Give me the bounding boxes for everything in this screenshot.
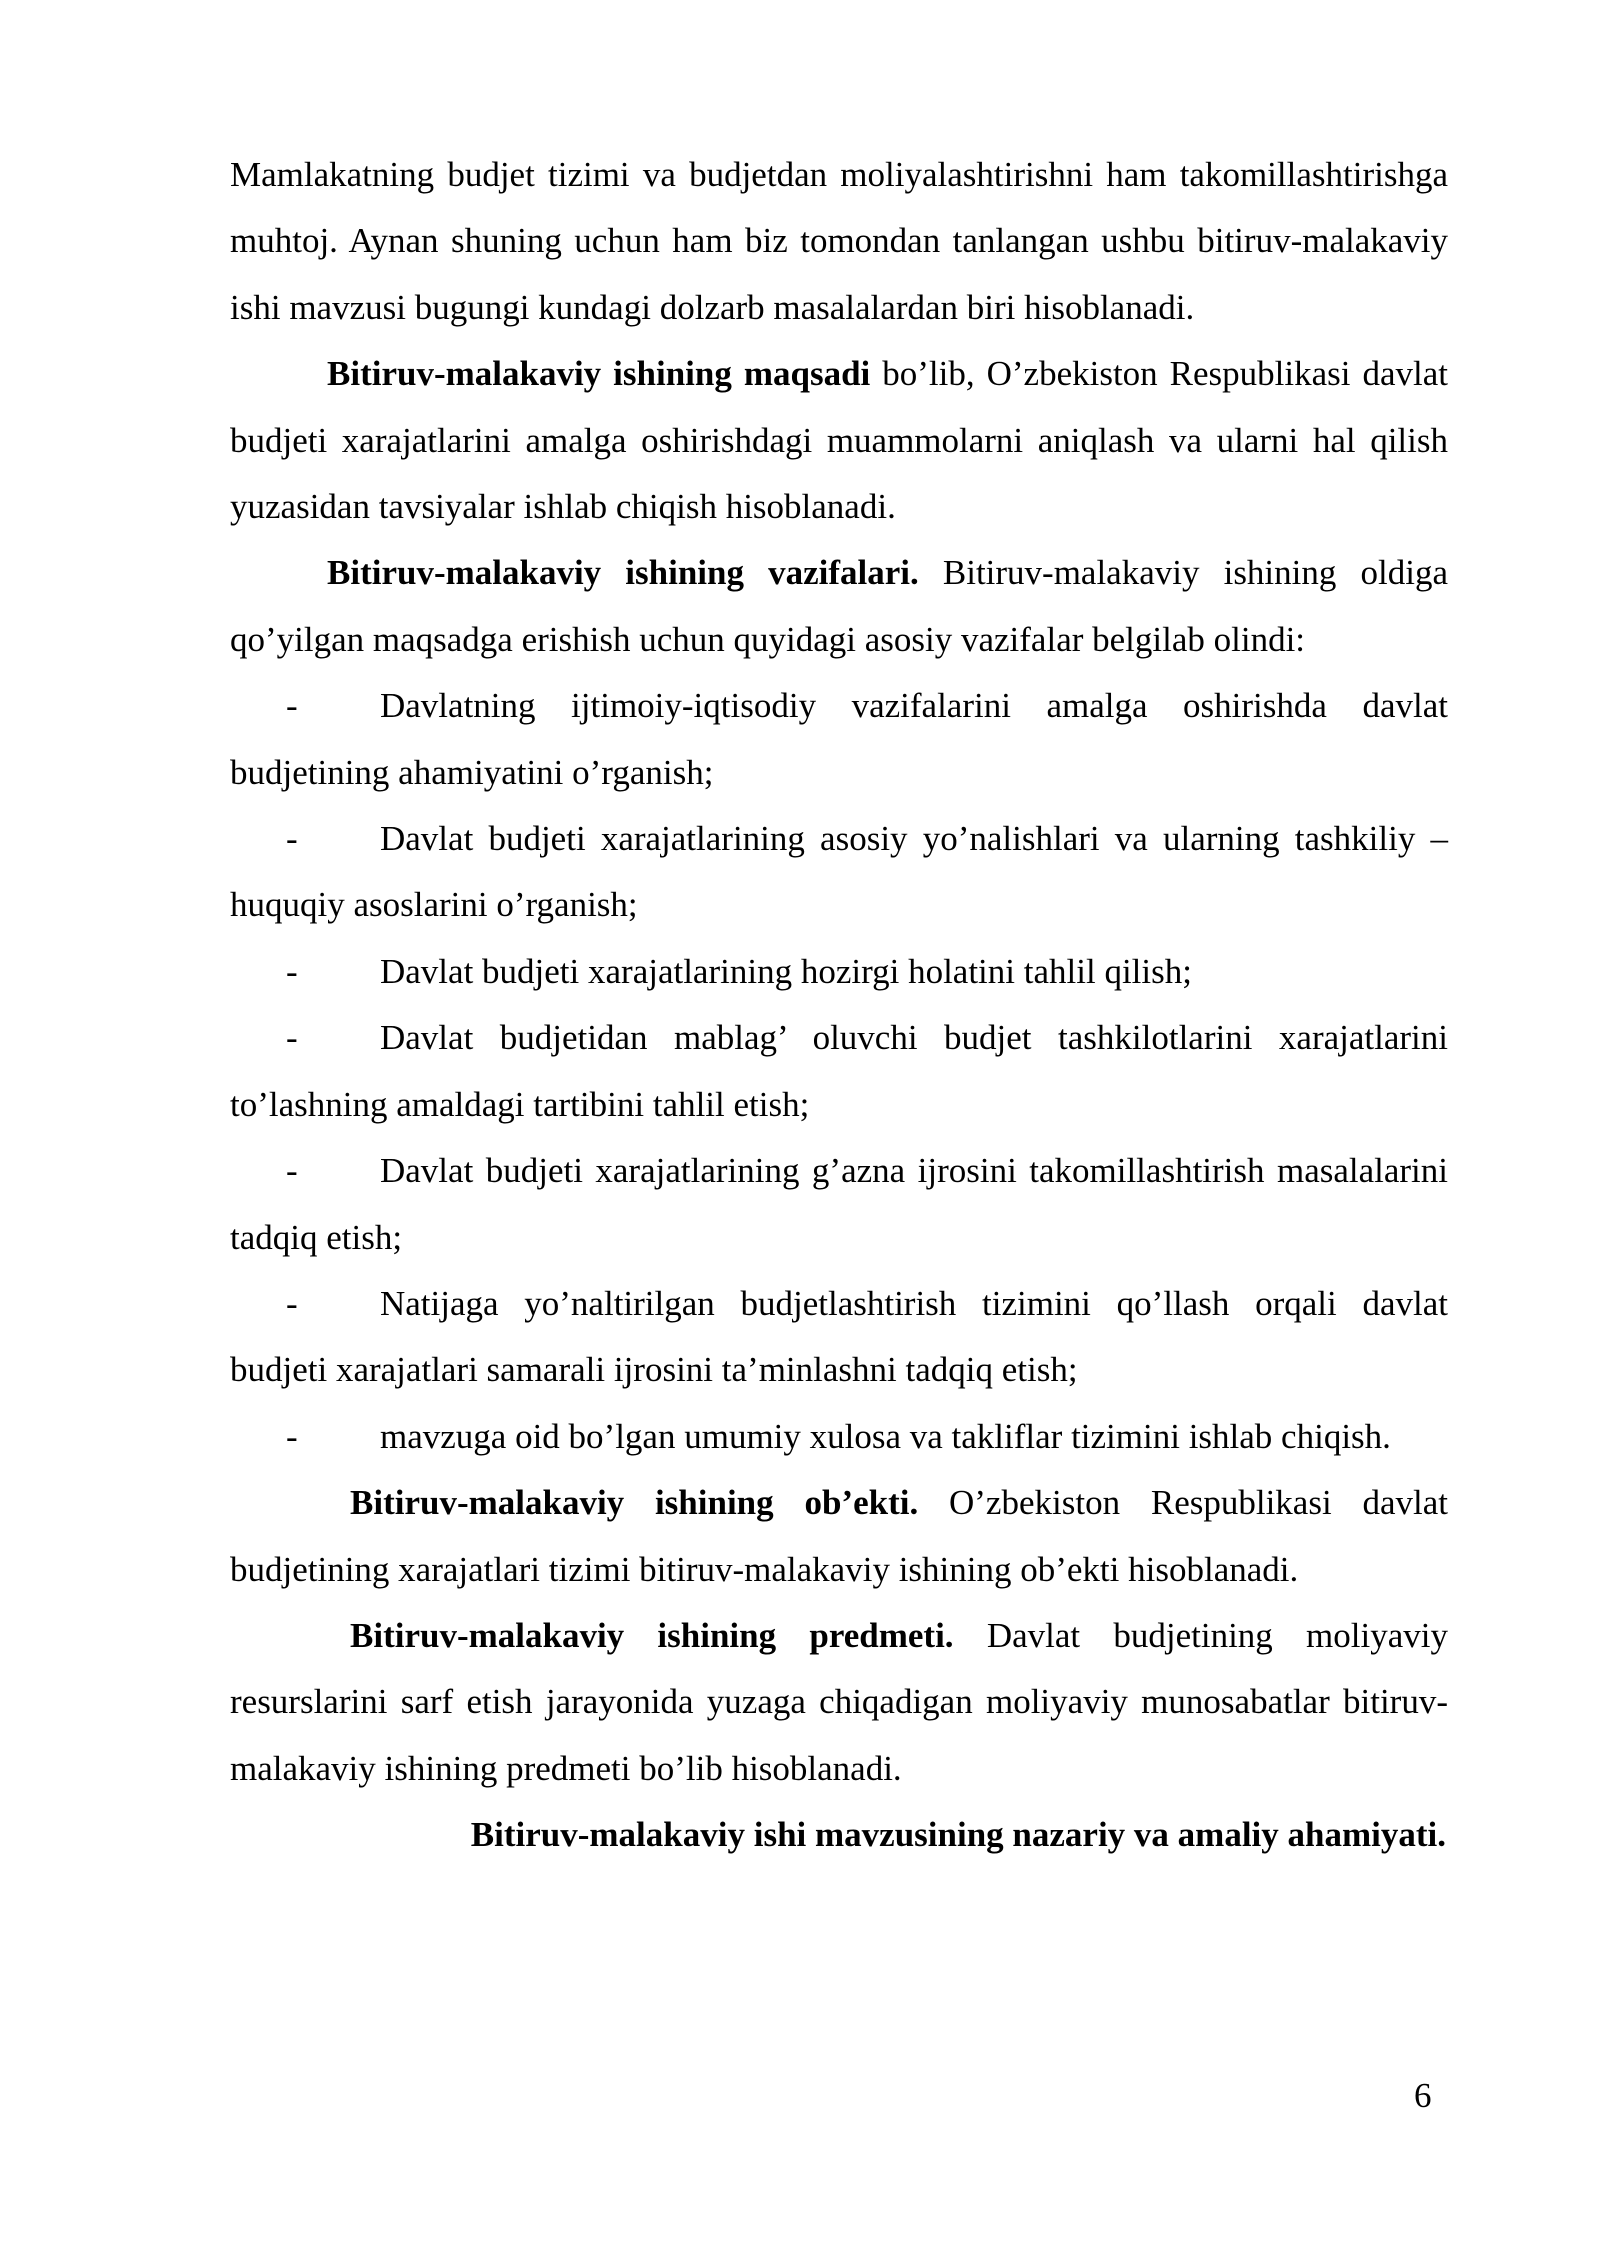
tasks-heading: Bitiruv-malakaviy ishining vazifalari. <box>327 553 919 593</box>
bullet-marker: - <box>286 1151 298 1191</box>
bullet-marker: - <box>286 1283 298 1323</box>
page-content <box>230 142 1448 1869</box>
page-number: 6 <box>1414 2076 1432 2115</box>
list-item <box>230 806 1448 939</box>
bullet-marker: - <box>286 951 298 991</box>
tasks-text: Bitiruv-malakaviy ishining oldiga qo’yilgan maqsadga erishish uchun quyidagi asosiy vazifalar belgilab olindi: <box>230 553 1448 659</box>
bullet-marker: - <box>286 686 298 726</box>
intro-paragraph: Mamlakatning budjet tizimi va budjetdan moliyalashtirishni ham takomillashtirishga muhtoj. Aynan shuning uchun ham biz tomondan tanlangan ushbu bitiruv-malakaviy ishi mavzusi bugungi kundagi dolzarb masalalardan biri hisoblanadi. <box>230 155 1448 327</box>
list-item <box>230 1404 1448 1470</box>
object-text: O’zbekiston Respublikasi davlat budjetining xarajatlari tizimi bitiruv-malakaviy ishining ob’ekti hisoblanadi. <box>230 1483 1448 1589</box>
list-item-text: Davlat budjeti xarajatlarining hozirgi holatini tahlil qilish; <box>380 951 1192 991</box>
list-item-text: Davlat budjeti xarajatlarining g’azna ijrosini takomillashtirish masalalarini tadqiq etish; <box>230 1151 1448 1257</box>
tasks-list <box>230 673 1448 1470</box>
list-item-text: Davlat budjetidan mablag’ oluvchi budjet tashkilotlarini xarajatlarini to’lashning amaldagi tartibini tahlil etish; <box>230 1018 1448 1124</box>
list-item <box>230 673 1448 806</box>
closing-heading: Bitiruv-malakaviy ishi mavzusining nazariy va amaliy ahamiyati. <box>470 1815 1446 1855</box>
bullet-marker: - <box>286 819 298 859</box>
list-item-text: Davlatning ijtimoiy-iqtisodiy vazifalarini amalga oshirishda davlat budjetining ahamiyatini o’rganish; <box>230 686 1448 792</box>
list-item-text: Davlat budjeti xarajatlarining asosiy yo’nalishlari va ularning tashkiliy – huquqiy asoslarini o’rganish; <box>230 819 1448 925</box>
list-item <box>230 1138 1448 1271</box>
object-heading: Bitiruv-malakaviy ishining ob’ekti. <box>350 1483 919 1523</box>
goal-text: bo’lib, O’zbekiston Respublikasi davlat budjeti xarajatlarini amalga oshirishdagi muammolarni aniqlash va ularni hal qilish yuzasidan tavsiyalar ishlab chiqish hisoblanadi. <box>230 354 1448 527</box>
list-item <box>230 939 1448 1005</box>
object-paragraph <box>230 1470 1448 1603</box>
list-item-text: Natijaga yo’naltirilgan budjetlashtirish tizimini qo’llash orqali davlat budjeti xarajatlari samarali ijrosini ta’minlashni tadqiq etish; <box>230 1283 1448 1390</box>
goal-paragraph <box>230 341 1448 540</box>
subject-paragraph <box>230 1603 1448 1802</box>
subject-heading: Bitiruv-malakaviy ishining predmeti. <box>350 1615 954 1655</box>
list-item <box>230 1271 1448 1404</box>
list-item-text: mavzuga oid bo’lgan umumiy xulosa va takliflar tizimini ishlab chiqish. <box>380 1416 1391 1456</box>
bullet-marker: - <box>286 1416 298 1456</box>
list-item <box>230 1005 1448 1138</box>
bullet-marker: - <box>286 1018 298 1058</box>
subject-text: Davlat budjetining moliyaviy resurslarini sarf etish jarayonida yuzaga chiqadigan moliyaviy munosabatlar bitiruv-malakaviy ishining predmeti bo’lib hisoblanadi. <box>230 1615 1448 1788</box>
tasks-paragraph <box>230 540 1448 673</box>
goal-heading: Bitiruv-malakaviy ishining maqsadi <box>327 354 871 394</box>
